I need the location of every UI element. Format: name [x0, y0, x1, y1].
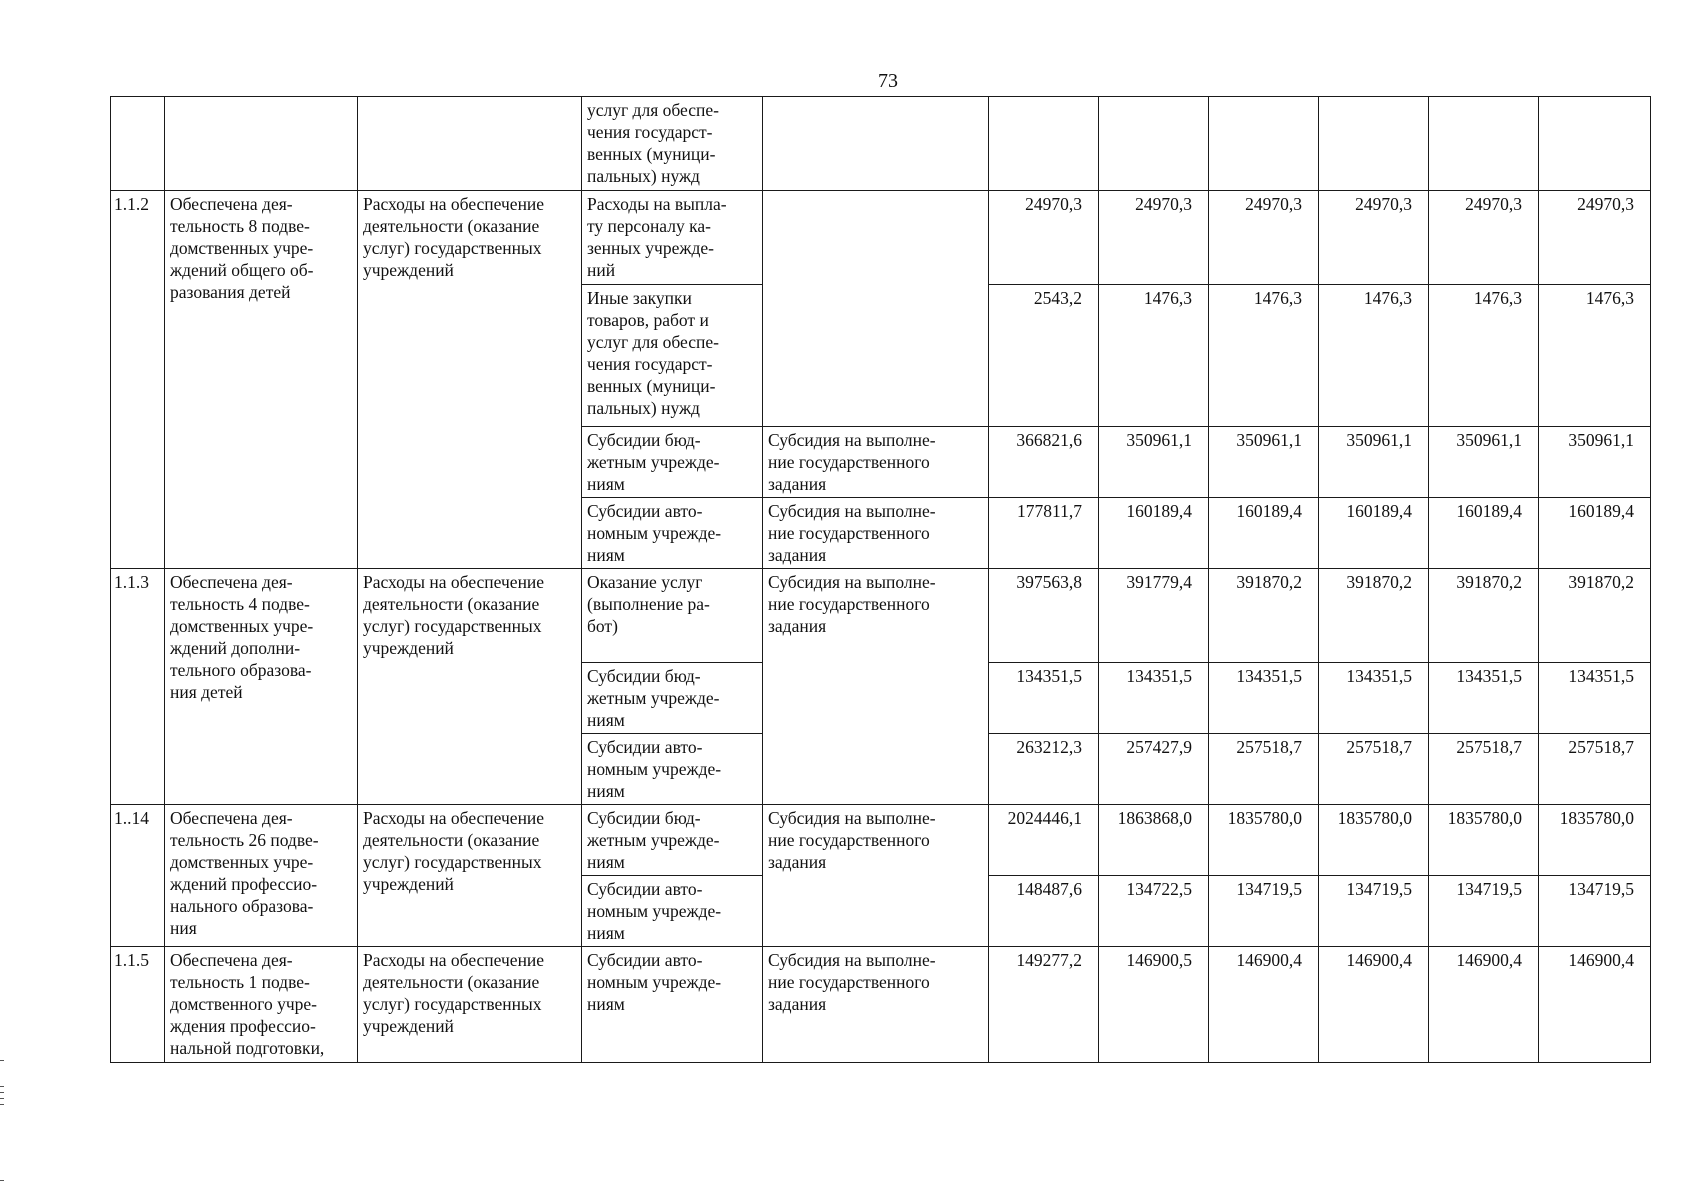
value-cell: 24970,3 [1209, 191, 1319, 285]
value-cell: 146900,4 [1319, 947, 1429, 1063]
expense-kind: Субсидии авто- номным учрежде- ниям [582, 947, 763, 1063]
value-cell: 134351,5 [1429, 663, 1539, 734]
expense-type: Расходы на обеспечение деятельности (оказание услуг) государственных учреждений [358, 805, 582, 947]
subsidy-type [763, 97, 989, 191]
value-cell: 134719,5 [1429, 876, 1539, 947]
value-cell: 24970,3 [989, 191, 1099, 285]
item-code: 1.1.5 [111, 947, 165, 1063]
value-cell: 1476,3 [1539, 285, 1651, 427]
value-cell: 1835780,0 [1319, 805, 1429, 876]
expense-type: Расходы на обеспечение деятельности (оказание услуг) государственных учреждений [358, 947, 582, 1063]
value-cell [1539, 97, 1651, 191]
value-cell: 148487,6 [989, 876, 1099, 947]
value-cell: 134719,5 [1319, 876, 1429, 947]
value-cell [1319, 97, 1429, 191]
value-cell: 1476,3 [1319, 285, 1429, 427]
value-cell: 146900,4 [1429, 947, 1539, 1063]
expense-kind: Субсидии бюд- жетным учрежде- ниям [582, 427, 763, 498]
value-cell: 134722,5 [1099, 876, 1209, 947]
value-cell: 149277,2 [989, 947, 1099, 1063]
value-cell: 2024446,1 [989, 805, 1099, 876]
value-cell: 1835780,0 [1539, 805, 1651, 876]
value-cell: 397563,8 [989, 569, 1099, 663]
value-cell: 2543,2 [989, 285, 1099, 427]
subsidy-type [763, 191, 989, 427]
value-cell: 257518,7 [1539, 734, 1651, 805]
subsidy-type: Субсидия на выполне- ние государственного задания [763, 427, 989, 498]
expense-type: Расходы на обеспечение деятельности (оказание услуг) государственных учреждений [358, 191, 582, 569]
expense-kind: Оказание услуг (выполнение ра- бот) [582, 569, 763, 663]
item-code: 1.1.2 [111, 191, 165, 569]
subsidy-type: Субсидия на выполне- ние государственного задания [763, 569, 989, 805]
expense-kind: услуг для обеспе- чения государст- венных (муници- пальных) нужд [582, 97, 763, 191]
task-description [165, 97, 358, 191]
scan-margin-mark [0, 1104, 4, 1105]
value-cell: 177811,7 [989, 498, 1099, 569]
subsidy-type: Субсидия на выполне- ние государственного задания [763, 805, 989, 947]
table-row [111, 191, 1651, 285]
value-cell: 350961,1 [1429, 427, 1539, 498]
value-cell: 391870,2 [1429, 569, 1539, 663]
value-cell: 391870,2 [1319, 569, 1429, 663]
value-cell: 24970,3 [1539, 191, 1651, 285]
value-cell: 350961,1 [1539, 427, 1651, 498]
value-cell: 391779,4 [1099, 569, 1209, 663]
value-cell: 160189,4 [1319, 498, 1429, 569]
table-row [111, 97, 1651, 191]
task-description: Обеспечена дея- тельность 4 подве- домственных учре- ждений дополни- тельного образова- ния детей [165, 569, 358, 805]
value-cell: 24970,3 [1099, 191, 1209, 285]
expense-kind: Субсидии бюд- жетным учрежде- ниям [582, 805, 763, 876]
value-cell [989, 97, 1099, 191]
value-cell [1099, 97, 1209, 191]
value-cell [1429, 97, 1539, 191]
value-cell: 366821,6 [989, 427, 1099, 498]
value-cell: 391870,2 [1209, 569, 1319, 663]
value-cell: 24970,3 [1429, 191, 1539, 285]
value-cell: 160189,4 [1209, 498, 1319, 569]
value-cell: 160189,4 [1099, 498, 1209, 569]
scan-margin-mark [0, 1180, 4, 1181]
scan-margin-mark [0, 1060, 4, 1061]
expense-kind: Субсидии авто- номным учрежде- ниям [582, 734, 763, 805]
scan-margin-mark [0, 1092, 4, 1093]
expense-type [358, 97, 582, 191]
value-cell: 134351,5 [1209, 663, 1319, 734]
expense-kind: Субсидии бюд- жетным учрежде- ниям [582, 663, 763, 734]
value-cell: 257427,9 [1099, 734, 1209, 805]
value-cell: 134351,5 [1099, 663, 1209, 734]
expense-kind: Субсидии авто- номным учрежде- ниям [582, 498, 763, 569]
value-cell: 1476,3 [1429, 285, 1539, 427]
value-cell: 146900,4 [1209, 947, 1319, 1063]
value-cell: 146900,5 [1099, 947, 1209, 1063]
value-cell: 257518,7 [1209, 734, 1319, 805]
value-cell: 350961,1 [1319, 427, 1429, 498]
value-cell: 1835780,0 [1429, 805, 1539, 876]
value-cell: 134351,5 [1539, 663, 1651, 734]
task-description: Обеспечена дея- тельность 8 подве- домственных учре- ждений общего об- разования детей [165, 191, 358, 569]
value-cell: 1863868,0 [1099, 805, 1209, 876]
expense-kind: Субсидии авто- номным учрежде- ниям [582, 876, 763, 947]
item-code: 1.1.3 [111, 569, 165, 805]
subsidy-type: Субсидия на выполне- ние государственного задания [763, 498, 989, 569]
value-cell: 24970,3 [1319, 191, 1429, 285]
value-cell: 263212,3 [989, 734, 1099, 805]
value-cell: 257518,7 [1319, 734, 1429, 805]
expense-kind: Расходы на выпла- ту персоналу ка- зенных учрежде- ний [582, 191, 763, 285]
scan-margin-mark [0, 1098, 4, 1099]
item-code: 1..14 [111, 805, 165, 947]
table-row [111, 805, 1651, 876]
value-cell: 134719,5 [1539, 876, 1651, 947]
value-cell: 257518,7 [1429, 734, 1539, 805]
value-cell: 160189,4 [1429, 498, 1539, 569]
value-cell: 1476,3 [1209, 285, 1319, 427]
subsidy-type: Субсидия на выполне- ние государственного задания [763, 947, 989, 1063]
value-cell: 1476,3 [1099, 285, 1209, 427]
value-cell: 350961,1 [1209, 427, 1319, 498]
expense-type: Расходы на обеспечение деятельности (оказание услуг) государственных учреждений [358, 569, 582, 805]
value-cell: 1835780,0 [1209, 805, 1319, 876]
value-cell: 134719,5 [1209, 876, 1319, 947]
scan-margin-mark [0, 1086, 4, 1087]
page-number: 73 [878, 70, 898, 92]
value-cell: 134351,5 [989, 663, 1099, 734]
value-cell: 391870,2 [1539, 569, 1651, 663]
table-row [111, 947, 1651, 1063]
expense-kind: Иные закупки товаров, работ и услуг для обеспе- чения государст- венных (муници- пальных) нужд [582, 285, 763, 427]
value-cell: 350961,1 [1099, 427, 1209, 498]
task-description: Обеспечена дея- тельность 1 подве- домственного учре- ждения профессио- нальной подготовки, [165, 947, 358, 1063]
task-description: Обеспечена дея- тельность 26 подве- домственных учре- ждений профессио- нального образова- ния [165, 805, 358, 947]
value-cell [1209, 97, 1319, 191]
value-cell: 160189,4 [1539, 498, 1651, 569]
budget-table [110, 96, 1651, 1063]
value-cell: 146900,4 [1539, 947, 1651, 1063]
value-cell: 134351,5 [1319, 663, 1429, 734]
table-row [111, 569, 1651, 663]
item-code [111, 97, 165, 191]
